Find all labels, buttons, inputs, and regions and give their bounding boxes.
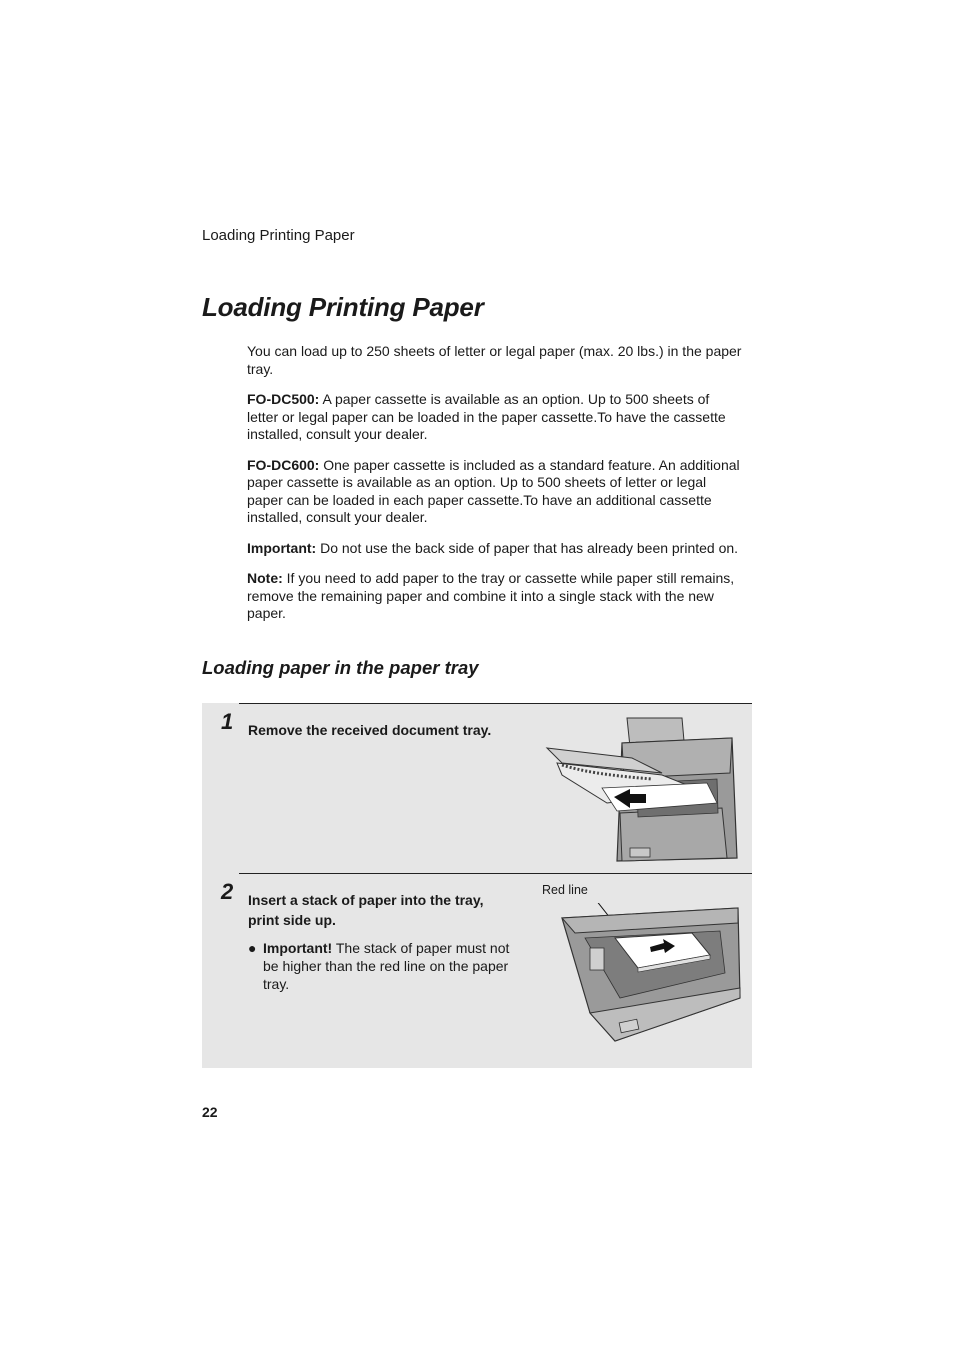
bullet-dot-icon: ● <box>248 940 257 956</box>
important-paragraph: Important: Do not use the back side of paper that has already been printed on. <box>247 539 739 556</box>
step-divider <box>239 873 752 874</box>
section-title: Loading paper in the paper tray <box>202 657 479 678</box>
step-2 <box>202 873 752 1068</box>
fo-dc500-paragraph: FO-DC500: A paper cassette is available as an option. Up to 500 sheets of letter or legal paper can be loaded in the paper cassette.To have the cassette installed, consult your dealer. <box>247 391 726 442</box>
step-divider <box>239 703 752 704</box>
step-number: 2 <box>221 879 234 904</box>
fo-dc500-label: FO-DC500: <box>247 391 320 407</box>
important-bullet: ● Important! The stack of paper must not be higher than the red line on the paper tray. <box>248 940 510 992</box>
running-header: Loading Printing Paper <box>202 227 355 244</box>
important-label: Important: <box>247 539 317 556</box>
page-title: Loading Printing Paper <box>202 292 484 322</box>
steps-box <box>202 703 752 1068</box>
page-number: 22 <box>202 1104 218 1120</box>
paper-tray-illustration <box>560 903 742 1043</box>
note-paragraph: Note: If you need to add paper to the tray or cassette while paper still remains, remove the remaining paper and combine it into a single stack with the new paper. <box>247 570 735 621</box>
intro-body <box>247 343 742 636</box>
note-label: Note: <box>247 570 283 586</box>
step-instruction: Remove the received document tray. <box>248 722 492 738</box>
bullet-label: Important! <box>263 940 333 956</box>
fo-dc600-paragraph: FO-DC600: One paper cassette is included as a standard feature. An additional paper cassette is available as an option. Up to 500 sheets of letter or legal paper can be loaded in each paper cassette.To have an additional cassette installed, consult your dealer. <box>247 456 740 525</box>
step-1 <box>202 703 752 873</box>
step-instruction: Insert a stack of paper into the tray, print side up. <box>248 892 484 928</box>
fo-dc600-label: FO-DC600: <box>247 456 320 473</box>
step-number: 1 <box>221 709 234 734</box>
intro-paragraph: You can load up to 250 sheets of letter or legal paper (max. 20 lbs.) in the paper tray. <box>247 343 742 377</box>
red-line-callout: Red line <box>542 883 588 897</box>
fax-machine-illustration <box>542 713 742 868</box>
